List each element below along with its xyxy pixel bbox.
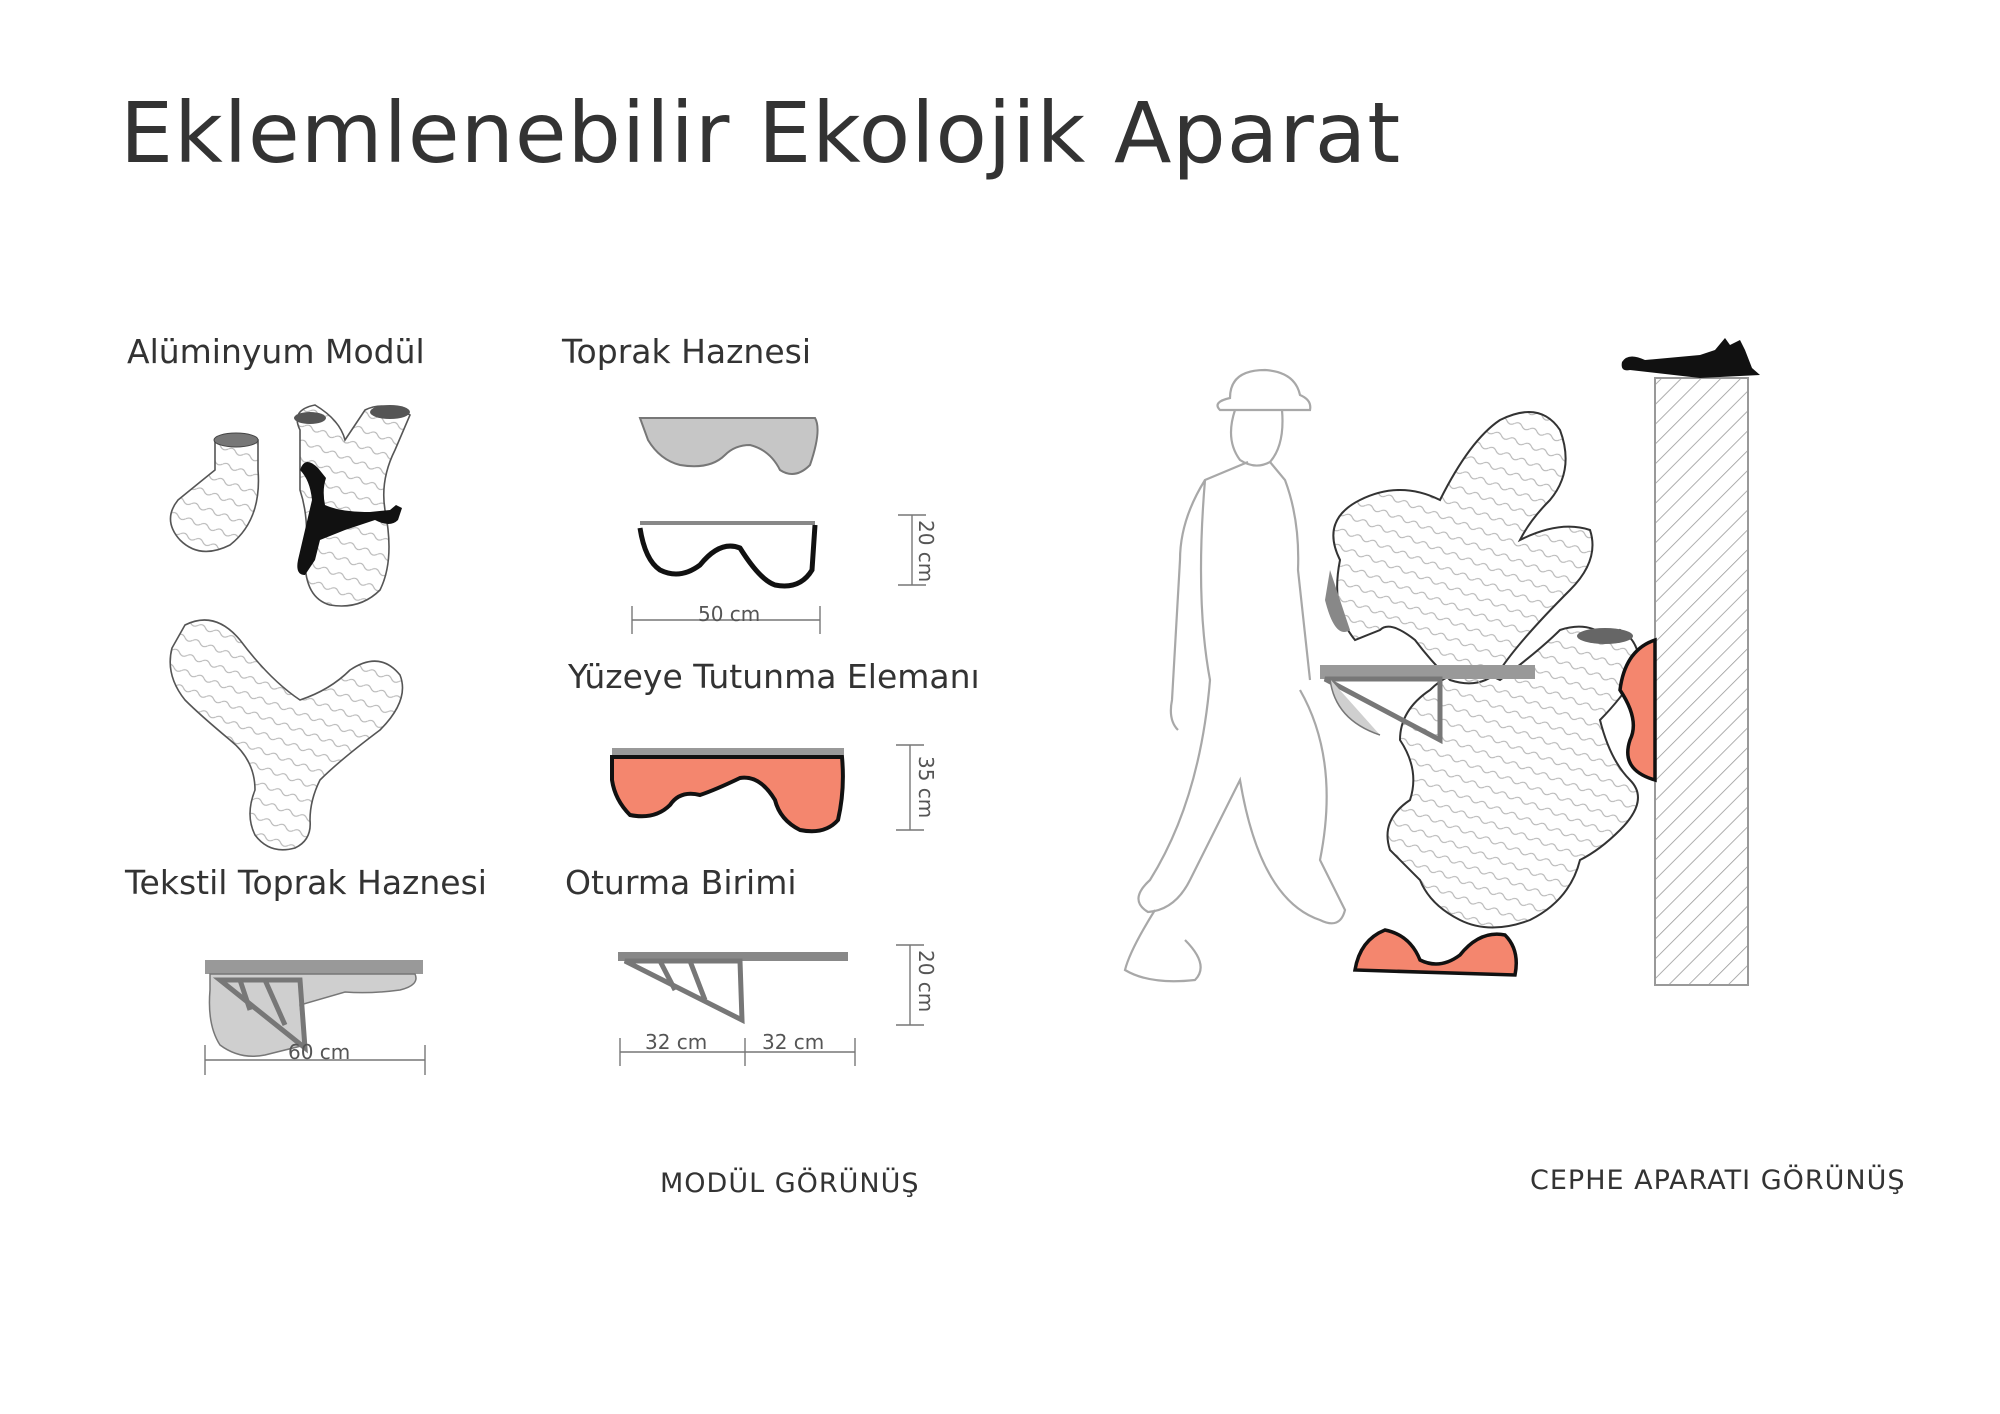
caption-facade-view: CEPHE APARATI GÖRÜNÜŞ [1530, 1165, 1906, 1196]
dim-grip-height: 35 cm [914, 756, 938, 819]
dim-textile-width: 60 cm [288, 1040, 351, 1064]
person-sketch [1125, 370, 1345, 981]
label-surface-grip: Yüzeye Tutunma Elemanı [568, 657, 980, 696]
dim-soil-width: 50 cm [698, 602, 761, 626]
label-seating-unit: Oturma Birimi [565, 863, 797, 902]
cat-silhouette-icon [1622, 338, 1760, 378]
dim-seat-right: 32 cm [762, 1030, 825, 1054]
surface-grip-drawing [612, 745, 924, 831]
dim-seat-left: 32 cm [645, 1030, 708, 1054]
aluminum-module-drawing [170, 405, 410, 850]
dim-seat-height: 20 cm [914, 950, 938, 1013]
dim-soil-height: 20 cm [914, 520, 938, 583]
label-soil-container: Toprak Haznesi [562, 332, 812, 371]
caption-module-view: MODÜL GÖRÜNÜŞ [660, 1168, 920, 1199]
label-aluminum-module: Alüminyum Modül [127, 332, 425, 371]
label-textile-soil-container: Tekstil Toprak Haznesi [125, 863, 487, 902]
wall [1655, 378, 1748, 985]
soil-container-drawing [632, 418, 926, 634]
facade-view-drawing [1125, 338, 1760, 985]
page-title: Eklemlenebilir Ekolojik Aparat [120, 84, 1402, 182]
